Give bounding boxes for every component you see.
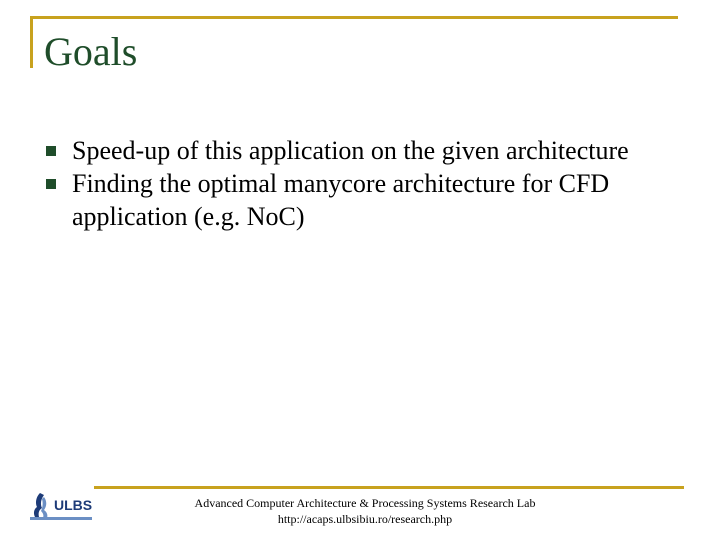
ulbs-logo-icon bbox=[30, 491, 92, 527]
list-item bbox=[44, 167, 644, 233]
square-bullet-icon bbox=[46, 179, 56, 189]
slide-title: Goals bbox=[44, 29, 138, 74]
bullet-text: Finding the optimal manycore architecture for CFD application (e.g. NoC) bbox=[72, 169, 610, 231]
square-bullet-icon bbox=[46, 146, 56, 156]
goals-list bbox=[44, 134, 644, 233]
footer bbox=[165, 495, 565, 527]
footer-url: http://acaps.ulbsibiu.ro/research.php bbox=[277, 512, 453, 526]
list-item bbox=[44, 134, 644, 167]
footer-lab-name: Advanced Computer Architecture & Processing Systems Research Lab bbox=[194, 496, 536, 510]
bullet-text: Speed-up of this application on the given architecture bbox=[72, 136, 629, 165]
logo-text: ULBS bbox=[54, 497, 93, 513]
frame-top-rule bbox=[30, 16, 678, 19]
footer-rule bbox=[94, 486, 684, 489]
frame-left-rule bbox=[30, 16, 33, 68]
logo-underline bbox=[30, 517, 92, 520]
